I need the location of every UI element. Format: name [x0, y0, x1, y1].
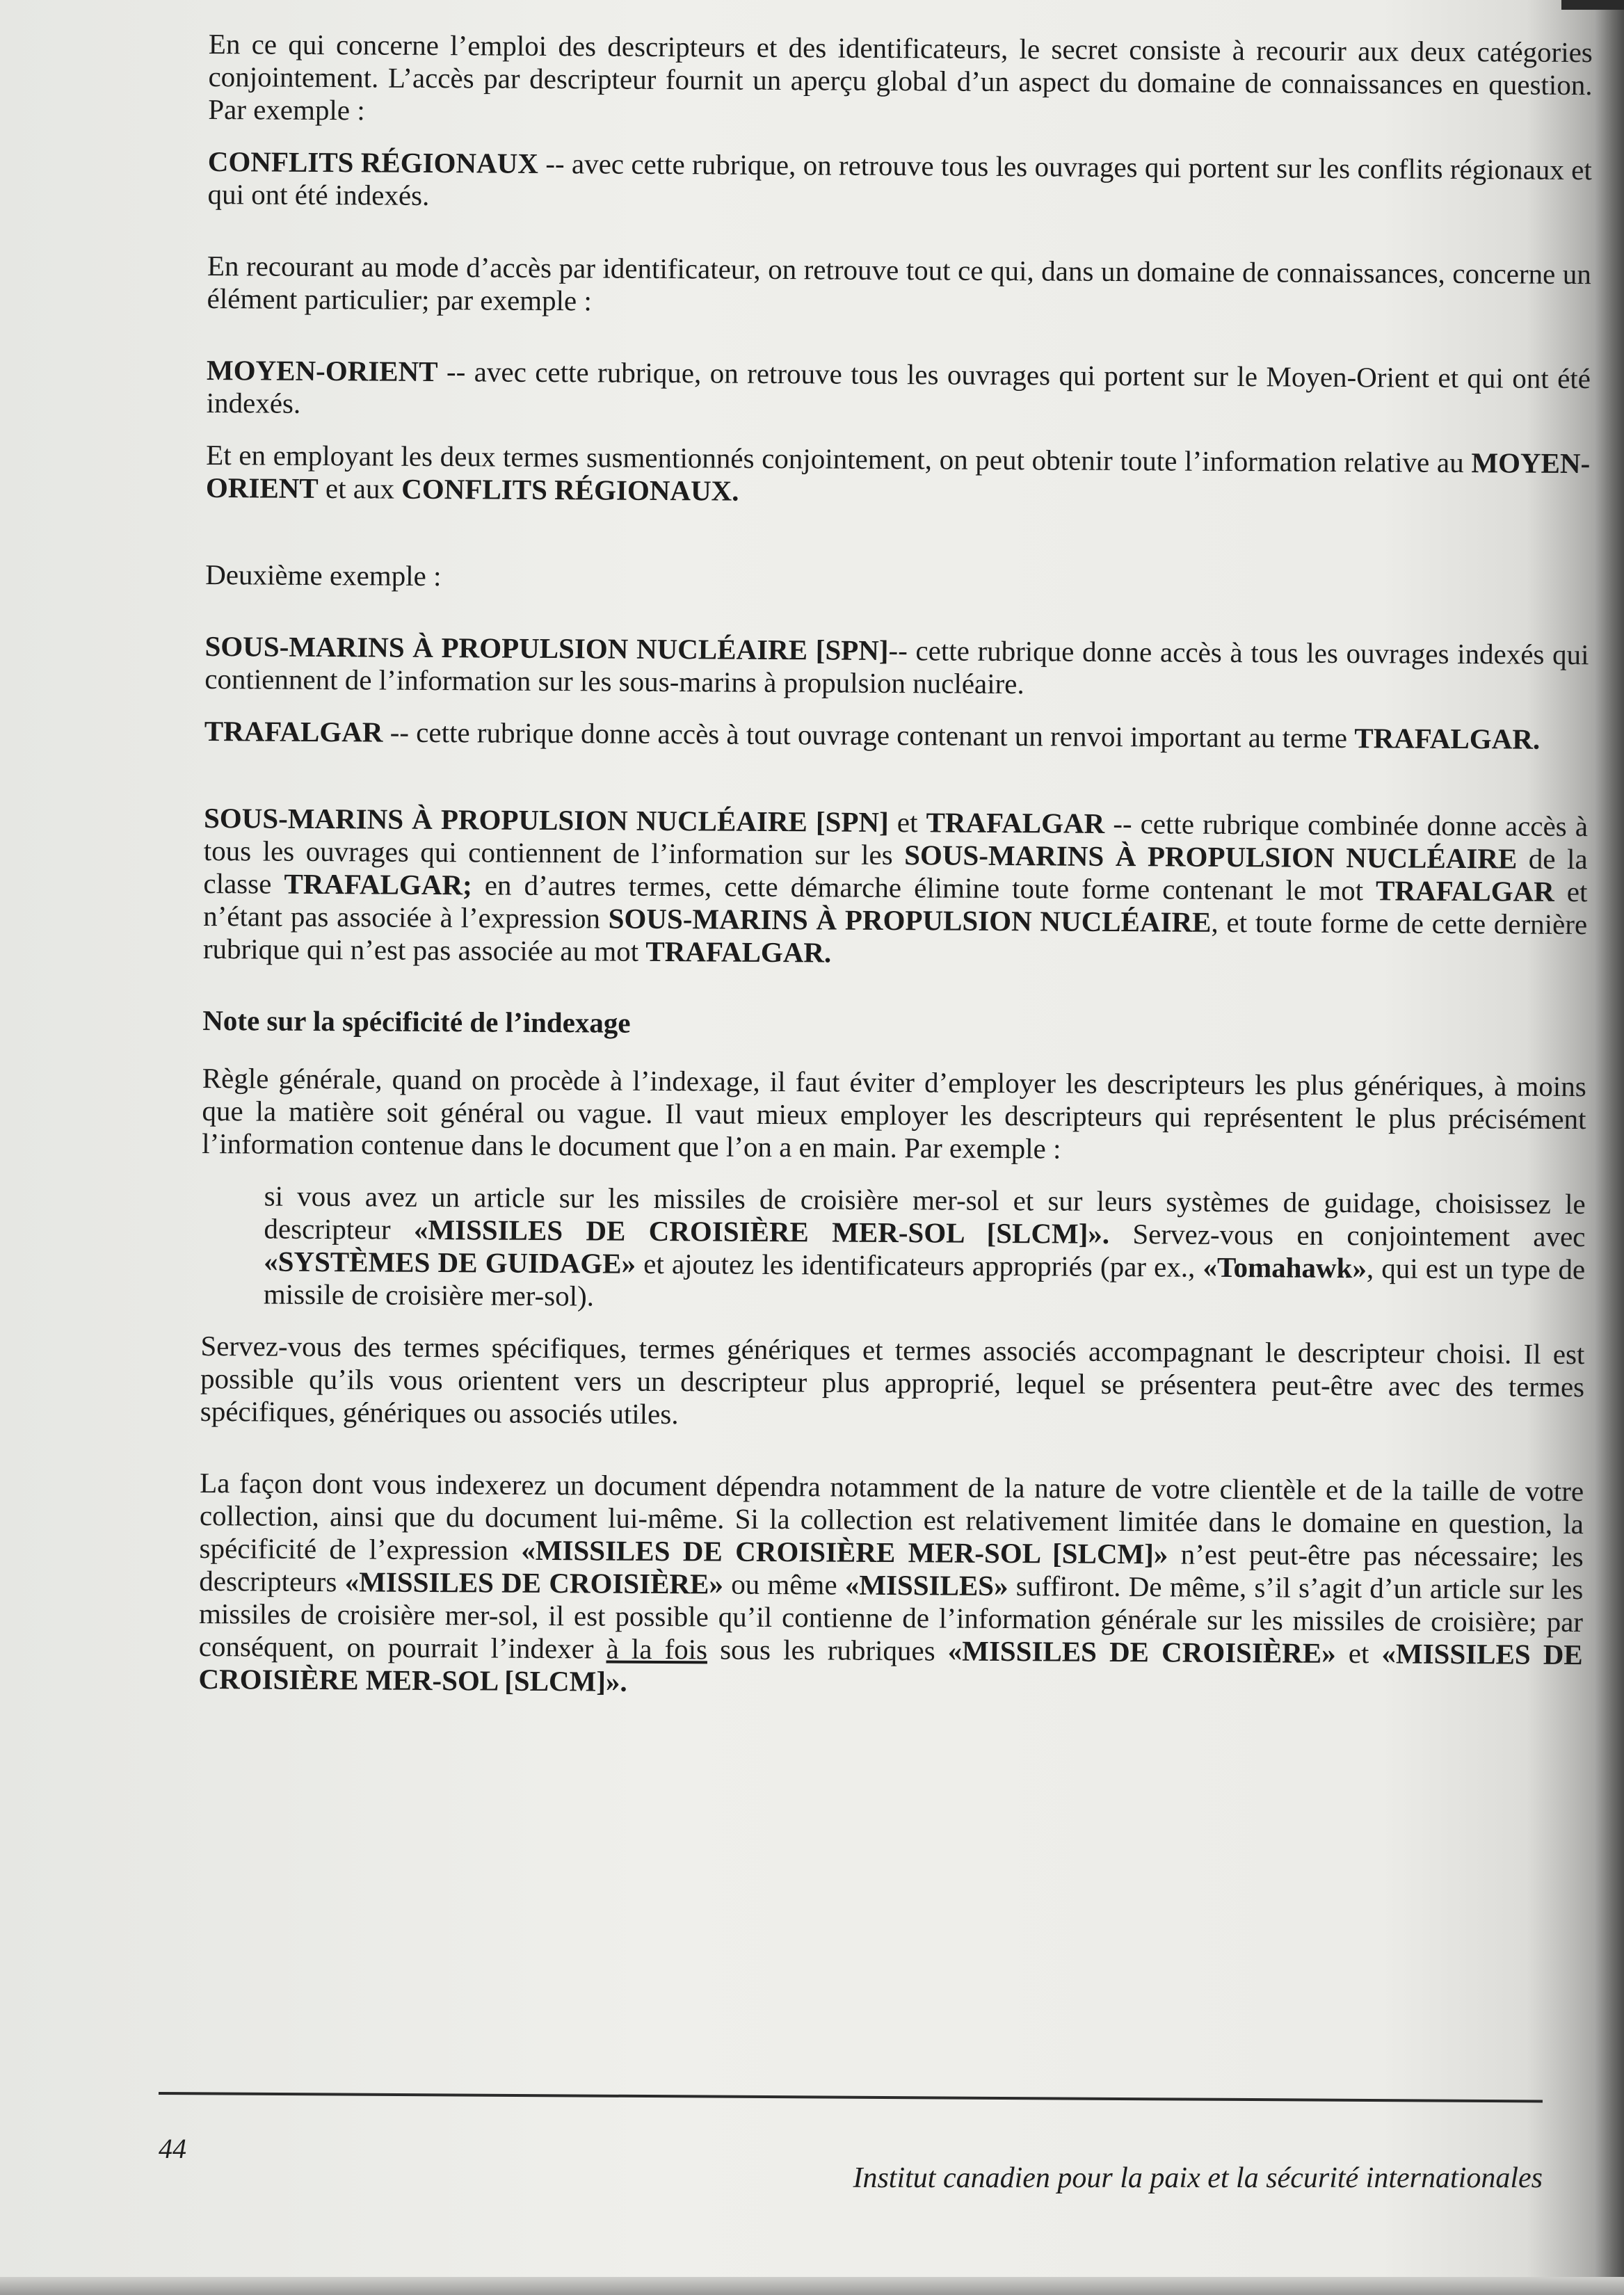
paragraph-example-moyen-orient [207, 354, 1591, 428]
combined-et: et [888, 805, 926, 839]
page-number: 44 [159, 2133, 186, 2164]
combination-text-and: et aux [318, 472, 402, 505]
term-missiles-croisiere-2: «MISSILES DE CROISIÈRE» [947, 1634, 1336, 1669]
paragraph-rule [202, 1062, 1586, 1168]
underlined-a-la-fois: à la fois [606, 1632, 708, 1666]
term-trafalgar-final: TRAFALGAR. [645, 935, 832, 969]
paragraph-trafalgar [204, 715, 1589, 756]
rule-text: Règle générale, quand on procède à l’indexage, il faut éviter d’employer les descripteurs les plus génériques, à moins que la matière soit général ou vague. Il vaut mieux employer les descripteurs qui représentent le plus précisément l’information contenue dans le document que l’on a en main. Par exemple : [202, 1061, 1586, 1165]
identificateur-text: En recourant au mode d’accès par identificateur, on retrouve tout ce qui, dans un domaine de connaissances, concerne un élément particulier; par exemple : [207, 249, 1592, 317]
term-slcm-final: «MISSILES DE CROISIÈRE MER-SOL [SLCM]». [198, 1637, 1583, 1698]
term-moyen-orient: MOYEN-ORIENT [206, 353, 438, 388]
collection-text-3: ou même [723, 1568, 845, 1601]
paragraph-combined [203, 802, 1588, 974]
paragraph-example-conflits [207, 145, 1592, 219]
trafalgar-text: -- cette rubrique donne accès à tout ouvrage contenant un renvoi important au terme [383, 716, 1355, 755]
term-guidage: «SYSTÈMES DE GUIDAGE» [264, 1245, 636, 1280]
spine-top-edge [1561, 0, 1624, 10]
term-spn-combined: SOUS-MARINS À PROPULSION NUCLÉAIRE [SPN] [203, 801, 889, 838]
term-spn-class: SOUS-MARINS À PROPULSION NUCLÉAIRE [904, 839, 1518, 875]
collection-text-2: n’est peut-être pas nécessaire; les descripteurs [199, 1538, 1584, 1598]
collection-text-1: La façon dont vous indexerez un document dépendra notamment de la nature de votre clientèle et de la taille de votre collection, ainsi que du document lui-même. Si la collection est relativement limitée dans le domaine en question, la spécificité de l’expression [199, 1466, 1584, 1566]
combined-text-2: de la classe [203, 842, 1588, 900]
intro-text: En ce qui concerne l’emploi des descripteurs et des identificateurs, le secret consiste à recourir aux deux catégories conjointement. L’accès par descripteur fournit un aperçu global d’un aspect du domaine de connaissances en question. Par exemple : [208, 28, 1593, 127]
paragraph-specific-terms [200, 1330, 1585, 1436]
indented-text-3: et ajoutez les identificateurs appropriés (par ex., [635, 1247, 1203, 1283]
indented-text-4: , qui est un type de missile de croisière mer-sol). [263, 1252, 1586, 1312]
term-conflits-bold: CONFLITS RÉGIONAUX. [401, 472, 739, 507]
specific-terms-text: Servez-vous des termes spécifiques, termes génériques et termes associés accompagnant le descripteur choisi. Il est possible qu’ils vous orientent vers un descripteur plus approprié, lequel se présentera peut-être avec des termes spécifiques, génériques ou associés utiles. [200, 1329, 1585, 1431]
collection-text-6: et [1335, 1636, 1382, 1670]
indented-text-2: Servez-vous en conjointement avec [1109, 1217, 1586, 1253]
second-example-label: Deuxième exemple : [205, 558, 442, 593]
term-trafalgar-end: TRAFALGAR. [1354, 722, 1541, 755]
term-missiles: «MISSILES» [844, 1568, 1008, 1602]
paragraph-intro [208, 28, 1593, 134]
term-trafalgar-combined: TRAFALGAR [926, 806, 1105, 839]
paragraph-spn [204, 630, 1589, 704]
term-trafalgar-class: TRAFALGAR; [284, 867, 472, 901]
example-conflits-text: -- avec cette rubrique, on retrouve tous les ouvrages qui portent sur les conflits régionaux et qui ont été indexés. [207, 147, 1592, 211]
paragraph-collection [198, 1467, 1584, 1704]
book-spine-shadow [1595, 0, 1624, 2295]
collection-text-4: suffiront. De même, s’il s’agit d’un article sur les missiles de croisière mer-sol, il est possible qu’il contienne de l’information générale sur les missiles de croisière; par conséquent, on pourrait l’indexer [198, 1570, 1584, 1665]
term-trafalgar-word: TRAFALGAR [1376, 874, 1554, 908]
paragraph-second-example [205, 558, 1589, 599]
paragraph-identificateur [207, 250, 1591, 323]
combined-text-5: , et toute forme de cette dernière rubrique qui n’est pas associée au mot [202, 905, 1588, 967]
combined-text-1: -- cette rubrique combinée donne accès à tous les ouvrages qui contiennent de l’information sur les [203, 807, 1589, 871]
page-bottom-edge [0, 2277, 1624, 2295]
paragraph-combination [206, 439, 1591, 513]
term-moyen-orient-bold: MOYEN-ORIENT [205, 446, 1591, 504]
term-missiles-croisiere: «MISSILES DE CROISIÈRE» [344, 1565, 724, 1600]
example-moyen-orient-text: -- avec cette rubrique, on retrouve tous les ouvrages qui portent sur le Moyen-Orient et qui ont été indexés. [206, 355, 1591, 419]
page-body [198, 28, 1593, 1743]
term-slcm-expression: «MISSILES DE CROISIÈRE MER-SOL [SLCM]» [521, 1533, 1168, 1570]
term-conflits-regionaux: CONFLITS RÉGIONAUX [207, 145, 539, 179]
footer-institute: Institut canadien pour la paix et la sécurité internationales [853, 2162, 1543, 2194]
term-tomahawk: «Tomahawk» [1203, 1250, 1367, 1285]
term-trafalgar: TRAFALGAR [204, 714, 383, 748]
term-slcm: «MISSILES DE CROISIÈRE MER-SOL [SLCM]». [413, 1213, 1110, 1250]
indented-text-1: si vous avez un article sur les missiles de croisière mer-sol et sur leurs systèmes de guidage, choisissez le descripteur [264, 1179, 1586, 1246]
combined-text-3: en d’autres termes, cette démarche élimine toute forme contenant le mot [472, 869, 1376, 907]
collection-text-5: sous les rubriques [707, 1633, 948, 1667]
paragraph-indented-example [264, 1180, 1586, 1319]
term-spn: SOUS-MARINS À PROPULSION NUCLÉAIRE [SPN] [204, 629, 889, 666]
term-spn-expression: SOUS-MARINS À PROPULSION NUCLÉAIRE [608, 902, 1212, 938]
note-heading: Note sur la spécificité de l’indexage [202, 1004, 631, 1039]
combined-text-4: et n’étant pas associée à l’expression [203, 875, 1588, 935]
combination-text: Et en employant les deux termes susmentionnés conjointement, on peut obtenir toute l’information relative au [206, 438, 1472, 479]
spn-text: -- cette rubrique donne accès à tous les ouvrages indexés qui contiennent de l’information sur les sous-marins à propulsion nucléaire. [204, 634, 1589, 700]
